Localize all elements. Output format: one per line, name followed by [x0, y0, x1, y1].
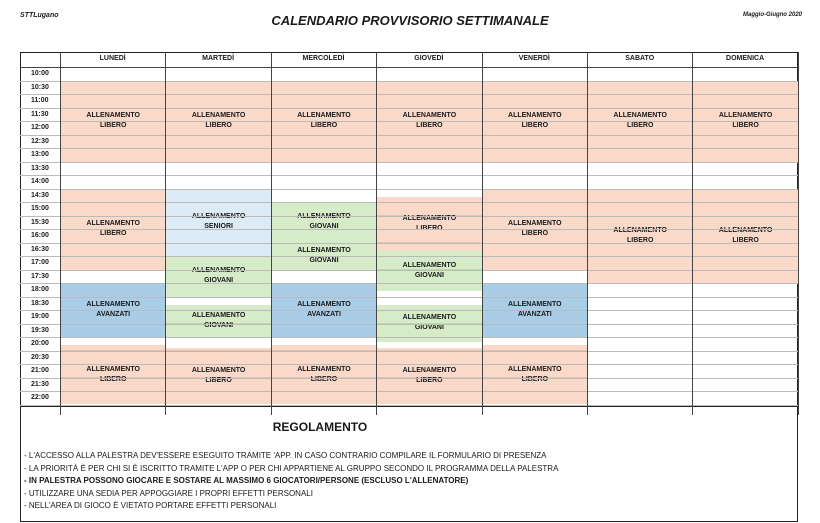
page-title: CALENDARIO PROVVISORIO SETTIMANALE	[271, 13, 549, 28]
row-divider	[20, 283, 798, 284]
session-label	[61, 365, 165, 385]
session-label-line: AVANZATI	[517, 311, 552, 318]
time-label: 19:00	[31, 313, 49, 320]
session-label-line: GIOVANI	[309, 223, 339, 231]
schedule-grid	[20, 52, 798, 407]
row-divider	[20, 229, 798, 230]
session-label-line: ALLENAMENTO	[718, 112, 773, 119]
session-label-line: ALLENAMENTO	[613, 226, 667, 234]
session-block	[377, 348, 481, 405]
row-divider	[20, 148, 798, 149]
session-label-line: ALLENAMENTO	[86, 220, 140, 227]
column-divider	[482, 52, 483, 415]
session-label	[166, 366, 270, 386]
rule-item: - UTILIZZARE UNA SEDIA PER APPOGGIARE I PROPRI EFFETTI PERSONALI	[24, 488, 313, 498]
session-label-line: LIBERO	[99, 375, 127, 383]
time-label: 16:00	[31, 232, 49, 239]
session-label-line: LIBERO	[416, 224, 443, 232]
column-divider	[271, 52, 272, 415]
session-label-line: ALLENAMENTO	[191, 311, 246, 319]
session-label-line: ALLENAMENTO	[297, 112, 351, 119]
time-label: 20:00	[31, 340, 49, 347]
row-divider	[20, 108, 798, 109]
session-label-line: LIBERO	[626, 122, 654, 129]
row-divider	[20, 351, 798, 352]
session-label-line: LIBERO	[205, 377, 232, 385]
time-label: 13:30	[31, 164, 49, 172]
time-label: 21:30	[31, 380, 49, 388]
session-label-line: LIBERO	[732, 236, 759, 244]
session-block	[61, 345, 165, 404]
row-divider	[20, 364, 798, 365]
session-label-line: LIBERO	[99, 122, 127, 129]
regolamento-title: REGOLAMENTO	[272, 420, 368, 434]
day-header: GIOVEDÌ	[414, 55, 444, 62]
session-label-line: ALLENAMENTO	[297, 365, 351, 373]
row-divider	[20, 337, 798, 338]
rule-item: - L'ACCESSO ALLA PALESTRA DEV'ESSERE ESEGUITO TRAMITE 'APP. IN CASO CONTRARIO COMPILARE IL FORMULARIO DI PRESENZA	[24, 451, 547, 460]
session-label-line: ALLENAMENTO	[86, 365, 140, 373]
row-divider	[20, 162, 798, 163]
row-divider	[20, 81, 798, 82]
time-label: 11:00	[31, 97, 49, 104]
row-divider	[20, 243, 798, 244]
time-label: 18:30	[31, 299, 49, 307]
time-label: 12:00	[31, 124, 49, 131]
session-label-line: LIBERO	[99, 230, 127, 237]
time-label: 17:00	[31, 259, 49, 266]
row-divider	[20, 310, 798, 311]
session-label-line: ALLENAMENTO	[508, 301, 562, 308]
column-divider	[60, 52, 61, 415]
session-label-line: GIOVANI	[309, 257, 339, 264]
row-divider	[20, 216, 798, 217]
rule-item: - NELL'AREA DI GIOCO È VIETATO PORTARE EFFETTI PERSONALI	[24, 501, 277, 510]
row-divider	[20, 324, 798, 325]
session-label-line: AVANZATI	[307, 311, 341, 318]
row-divider	[20, 135, 798, 136]
session-label-line: GIOVANI	[414, 324, 444, 332]
time-label: 19:30	[31, 326, 49, 334]
row-divider	[20, 297, 798, 298]
time-label: 14:30	[31, 191, 49, 199]
session-label-line: LIBERO	[521, 230, 549, 237]
session-label-line: LIBERO	[416, 377, 443, 385]
time-label: 11:30	[31, 110, 49, 118]
session-label-line: SENIORI	[204, 223, 233, 231]
session-block	[166, 189, 270, 257]
session-label	[377, 366, 481, 386]
rule-item: - LA PRIORITÀ È PER CHI SI È ISCRITTO TRAMITE L'APP O PER CHI APPARTIENE AL GRUPPO SECONDO IL PROGRAMMA DELLA PALESTRA	[24, 463, 559, 473]
row-divider	[20, 94, 798, 95]
row-divider	[20, 189, 798, 190]
row-divider	[20, 378, 798, 379]
session-label-line: ALLENAMENTO	[86, 301, 140, 308]
session-label-line: ALLENAMENTO	[297, 301, 351, 308]
row-divider	[20, 175, 798, 176]
session-label-line: ALLENAMENTO	[402, 112, 457, 119]
session-label-line: GIOVANI	[204, 277, 234, 285]
time-label: 20:30	[31, 353, 49, 361]
day-header: LUNEDÌ	[99, 55, 126, 62]
session-label-line: ALLENAMENTO	[191, 367, 246, 375]
rules-list	[24, 450, 558, 513]
session-label	[483, 365, 587, 385]
row-divider	[20, 202, 798, 203]
day-header: DOMENICA	[726, 55, 765, 62]
column-divider	[165, 52, 166, 415]
session-label-line: ALLENAMENTO	[191, 112, 246, 119]
session-label-line: ALLENAMENTO	[86, 112, 140, 119]
session-block	[166, 256, 270, 297]
session-label-line: GIOVANI	[414, 271, 444, 279]
column-divider	[692, 52, 693, 415]
row-divider	[20, 405, 798, 406]
day-header: SABATO	[625, 55, 655, 62]
column-divider	[587, 52, 588, 415]
time-label: 16:30	[31, 245, 49, 253]
session-label-line: LIBERO	[626, 236, 654, 244]
time-label: 10:00	[31, 70, 49, 77]
session-block	[272, 345, 376, 404]
session-label-line: ALLENAMENTO	[402, 314, 457, 322]
session-label	[166, 311, 270, 331]
session-label	[377, 214, 481, 234]
row-divider	[20, 391, 798, 392]
session-label-line: ALLENAMENTO	[402, 214, 457, 222]
header-period: Maggio-Giugno 2020	[742, 12, 802, 18]
session-label-line: ALLENAMENTO	[718, 226, 773, 234]
session-label-line: LIBERO	[310, 375, 338, 383]
session-label-line: ALLENAMENTO	[402, 367, 457, 375]
session-label-line: LIBERO	[205, 122, 232, 129]
session-label	[272, 365, 376, 385]
session-label-line: LIBERO	[521, 122, 549, 129]
session-label-line: ALLENAMENTO	[508, 112, 562, 119]
day-header: MARTEDÌ	[202, 55, 235, 62]
session-label-line: ALLENAMENTO	[191, 213, 246, 221]
session-label-line: ALLENAMENTO	[297, 213, 351, 221]
time-label: 22:00	[31, 394, 49, 401]
column-divider	[376, 52, 377, 415]
session-label-line: ALLENAMENTO	[191, 267, 246, 275]
session-label-line: ALLENAMENTO	[297, 247, 351, 254]
session-label-line: ALLENAMENTO	[613, 112, 667, 119]
row-divider	[20, 121, 798, 122]
header-divider	[20, 67, 798, 68]
session-label-line: ALLENAMENTO	[508, 365, 562, 373]
session-block	[272, 202, 376, 243]
time-label: 13:00	[31, 151, 49, 158]
session-label-line: GIOVANI	[204, 321, 234, 329]
day-header: VENERDÌ	[518, 55, 550, 62]
time-label: 14:00	[31, 178, 49, 185]
session-label-line: LIBERO	[416, 122, 443, 129]
time-label: 21:00	[31, 367, 49, 374]
session-label-line: LIBERO	[732, 122, 759, 129]
row-divider	[20, 270, 798, 271]
time-label: 15:00	[31, 205, 49, 212]
rule-item: - IN PALESTRA POSSONO GIOCARE E SOSTARE AL MASSIMO 6 GIOCATORI/PERSONE (ESCLUSO L'ALLENATORE)	[24, 476, 469, 485]
day-header: MERCOLEDÌ	[302, 55, 345, 62]
session-block	[483, 345, 587, 404]
column-divider	[798, 52, 799, 415]
session-label-line: ALLENAMENTO	[402, 261, 457, 269]
time-label: 18:00	[31, 286, 49, 293]
row-divider	[20, 256, 798, 257]
time-label: 15:30	[31, 218, 49, 226]
time-label: 17:30	[31, 272, 49, 280]
session-label-line: ALLENAMENTO	[508, 220, 562, 227]
session-label-line: LIBERO	[521, 375, 549, 383]
time-label: 10:30	[31, 83, 49, 91]
session-label	[377, 261, 481, 281]
session-label-line: AVANZATI	[96, 311, 131, 318]
header-club: STTLugano	[20, 12, 59, 19]
session-block	[166, 348, 270, 405]
time-label: 12:30	[31, 137, 49, 145]
session-label-line: LIBERO	[310, 122, 338, 129]
